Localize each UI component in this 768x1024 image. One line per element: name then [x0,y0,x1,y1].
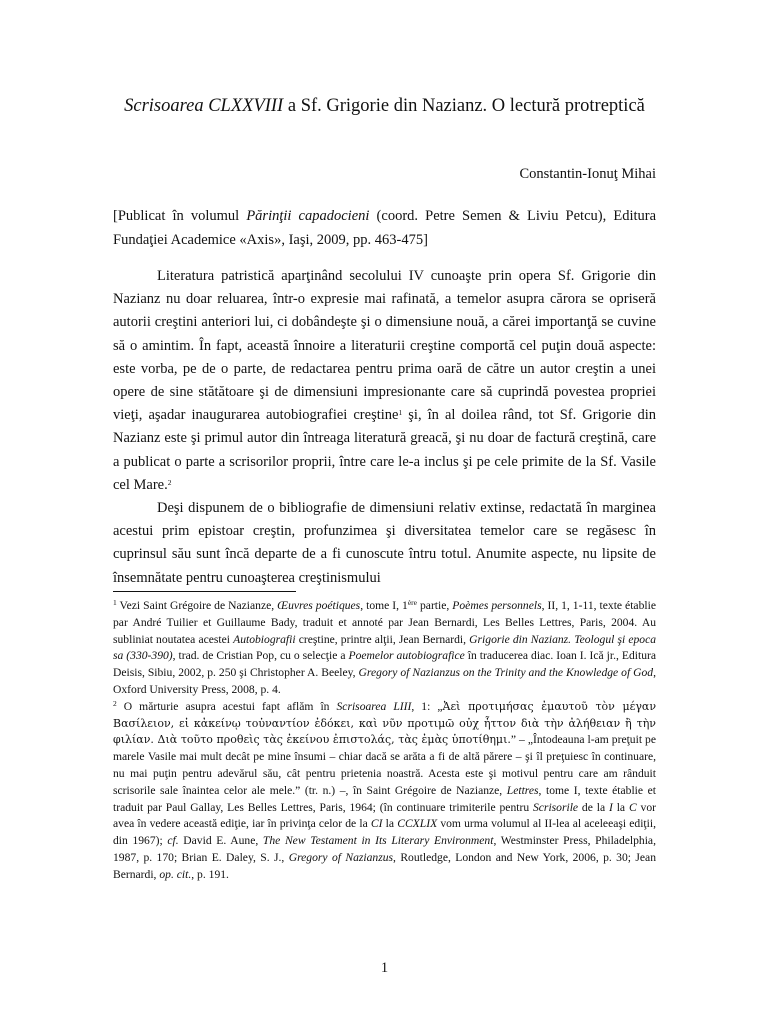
body-text [113,265,656,590]
footnote-1-mark: 1 [113,598,117,607]
fn1-text: , Oxford University Press, 2008, p. 4. [113,666,657,696]
fn2-text: , tome I, texte établie et traduit par Paul Gallay, Les Belles Lettres, Paris, 1964; (în continuare trimiterile pentru [113,783,656,814]
fn2-text: vom urma volumul al II-lea al aceleeaşi ediţii, din 1967); [113,817,656,848]
footnote-ref-2[interactable]: 2 [167,477,172,487]
fn2-italic: Gregory of Nazianzus [288,850,394,864]
fn2-text: , Routledge, London and New York, 2006, p. 30; Jean Bernardi, [113,850,656,881]
fn1-italic: Poemelor autobiografice [348,649,465,663]
fn2-text: , p. 191. [191,867,229,881]
publication-suffix: (coord. Petre Semen & Liviu Petcu), Editura Fundaţiei Academice «Axis», Iaşi, 2009, pp. 463-475] [113,208,657,248]
title-rest: a Sf. Grigorie din Nazianz. O lectură protreptică [283,96,645,116]
fn2-text: vor avea în vedere această ediţie, iar în privinţa celor de la [113,800,656,831]
fn1-italic: Autobiografii [233,632,296,646]
fn1-text: partie, [417,599,453,612]
fn1-text: creştine, printre alţii, Jean Bernardi, [295,632,470,646]
paragraph-1 [113,265,656,497]
page-title [113,94,656,118]
fn2-text: , 1: „ [411,699,443,713]
title-italic: Scrisoarea CLXXVIII [124,96,284,116]
fn2-italic: Lettres [506,783,539,797]
paragraph-1-part-b: şi, în al doilea rând, tot Sf. Grigorie din Nazianz este şi primul autor din întreaga literatură greacă, şi nu doar de factură creştină, care a publicat o parte a scrisorilor proprii, între care le-a inclus şi pe cele primite de la Sf. Vasile cel Mare. [113,407,656,493]
fn2-italic: op. cit. [159,867,192,881]
fn1-text: , II, 1, 1-11, texte établie par André Tuilier et Guillaume Bady, traduit et annoté par Jean Bernardi, Les Belles Lettres, Paris, 2004. Au subliniat noutatea acestei [113,599,656,646]
footnote-separator [113,591,296,592]
fn1-superscript: ère [407,598,417,607]
fn2-italic: Scrisorile [532,800,579,814]
fn1-italic: Gregory of Nazianzus on the Trinity and the Knowledge of God [358,666,654,680]
fn2-text: ” – „Întodeauna l-am preţuit pe marele Vasile mai mult decât pe mine însumi – chiar dacă se arăta a fi de altă părere – şi îl preţuiesc în continuare, nu mai puţin pentru adevărul său, cât pentru prietenia noastră. Acesta este şi motivul pentru care am rânduit scrisorile sale înaintea celor ale mele.” (tr. n.) –, în Saint Grégoire de Nazianze, [113,733,657,797]
fn1-text: , tome I, 1 [360,599,408,612]
fn1-text: , trad. de Cristian Pop, cu o selecţie a [172,649,349,663]
footnotes [113,598,656,884]
footnote-1 [113,598,656,699]
footnote-ref-1[interactable]: 1 [398,408,403,418]
fn2-text: de la [578,800,609,814]
fn2-greek-quote: Ἀεὶ προτιμήσας ἐμαυτοῦ τὸν μέγαν Βασίλειον, εἰ κἀκείνῳ τοὐναντίον ἐδόκει, καὶ νῦν προτιμῶ οὐχ ἧττον διὰ τὴν ἀλήθειαν ἢ τὴν φιλίαν. Διὰ τοῦτο προθεὶς τὰς ἐκείνου ἐπιστολάς, τὰς ἐμὰς ὑποτίθημι. [113,699,657,747]
publication-prefix: [Publicat în volumul [113,208,247,224]
fn2-italic: The New Testament in Its Literary Environment [262,834,494,848]
paragraph-2: Deşi dispunem de o bibliografie de dimensiuni relativ extinse, redactată în marginea acestui prim epistoar creştin, profunzimea şi diversitatea temelor care se regăsesc în cuprinsul său sunt încă departe de a fi cunoscute întru totul. Anumite aspecte, nu lipsite de însemnătate pentru cunoaşterea creştinismului [113,500,656,586]
fn2-text: la [612,800,629,814]
author-name: Constantin-Ionuţ Mihai [519,166,656,182]
publication-note [113,204,656,252]
fn1-text: în traducerea diac. Ioan I. Ică jr., Editura Deisis, Sibiu, 2002, p. 250 şi Christopher A. Beeley, [113,649,656,680]
page-number: 1 [380,960,389,976]
fn2-italic: cf. [167,834,179,848]
fn1-text: Vezi Saint Grégoire de Nazianze, [116,599,278,612]
paragraph-1-part-a: Literatura patristică aparţinând secolului IV cunoaşte prin opera Sf. Grigorie din Nazianz nu doar reluarea, într-o expresie mai rafinată, a temelor asupra cărora se opriseră autorii creştini anteriori lui, ci dobândeşte şi o dimensiune nouă, a cărei importanţă se cuvine să o amintim. În fapt, această înnoire a literaturii creştine comportă cel puţin două aspecte: este vorba, pe de o parte, de redactarea pentru prima oară de către un autor creştin a unei opere de sine stătătoare şi de dimensiuni impresionante care să cuprindă povestea propriei vieţi, aşadar inaugurarea autobiografiei creştine [113,268,656,424]
footnote-2-mark: 2 [113,698,117,708]
fn2-italic: CI [370,817,383,831]
fn2-italic: Scrisoarea LIII [336,699,412,713]
footnote-2 [113,699,656,884]
fn2-italic: I [608,800,613,814]
fn2-italic: C [628,800,637,814]
fn1-italic: Grigorie din Nazianz. Teologul şi epoca sa (330-390) [113,632,657,663]
fn2-text: la [382,817,398,831]
publication-volume: Părinţii capadocieni [246,208,370,224]
fn2-text: , Westminster Press, Philadelphia, 1987, p. 170; Brian E. Daley, S. J., [113,834,656,864]
fn1-italic: Poèmes personnels [452,599,542,612]
fn2-italic: CCXLIX [397,817,438,831]
fn1-italic: Œuvres poétiques [277,599,361,612]
fn2-text: David E. Aune, [178,834,263,848]
fn2-text: O mărturie asupra acestui fapt aflăm în [116,699,337,713]
